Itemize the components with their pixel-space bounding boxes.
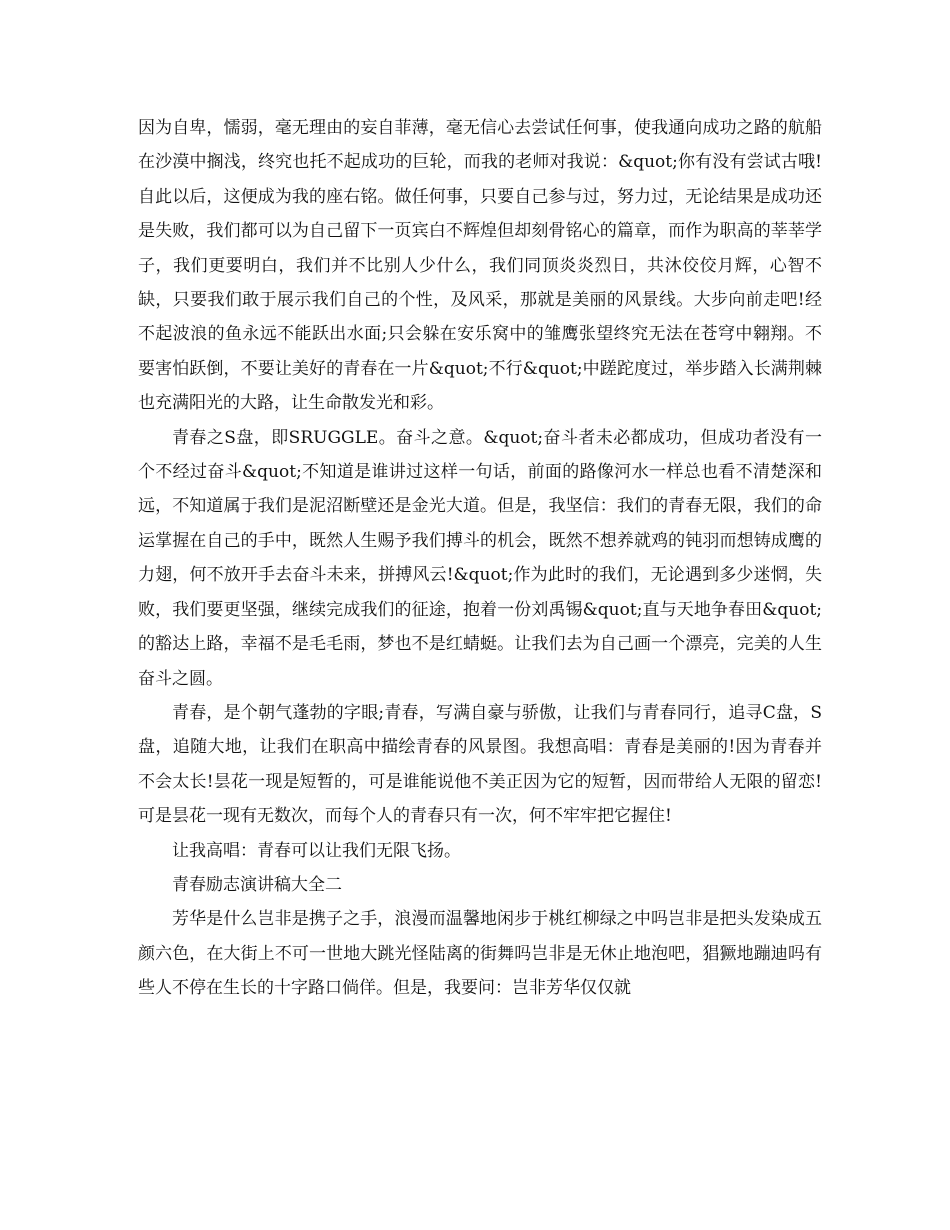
paragraph: 因为自卑，懦弱，毫无理由的妄自菲薄，毫无信心去尝试任何事，使我通向成功之路的航船在沙漠中搁浅，终究也托不起成功的巨轮，而我的老师对我说：&quot;你有没有尝试古哦!自此以后，这便成为我的座右铭。做任何事，只要自己参与过，努力过，无论结果是成功还是失败，我们都可以为自己留下一页宾白不辉煌但却刻骨铭心的篇章，而作为职高的莘莘学子，我们更要明白，我们并不比别人少什么，我们同顶炎炎烈日，共沐佼佼月辉，心智不缺，只要我们敢于展示我们自己的个性，及风采，那就是美丽的风景线。大步向前走吧!经不起波浪的鱼永远不能跃出水面;只会躲在安乐窝中的雏鹰张望终究无法在苍穹中翱翔。不要害怕跃倒，不要让美好的青春在一片&quot;不行&quot;中蹉跎度过，举步踏入长满荆棘也充满阳光的大路，让生命散发光和彩。: [138, 118, 822, 414]
document-body: [138, 111, 822, 1006]
paragraph: 芳华是什么岂非是携子之手，浪漫而温馨地闲步于桃红柳绿之中吗岂非是把头发染成五颜六色，在大街上不可一世地大跳光怪陆离的街舞吗岂非是无休止地泡吧，猖獗地蹦迪吗有些人不停在生长的十字路口倘佯。但是，我要问：岂非芳华仅仅就: [138, 909, 822, 999]
paragraph: 青春之S盘，即SRUGGLE。奋斗之意。&quot;奋斗者未必都成功，但成功者没有一个不经过奋斗&quot;不知道是谁讲过这样一句话，前面的路像河水一样总也看不清楚深和远，不知道属于我们是泥沼断壁还是金光大道。但是，我坚信：我们的青春无限，我们的命运掌握在自己的手中，既然人生赐予我们搏斗的机会，既然不想养就鸡的钝羽而想铸成鹰的力翅，何不放开手去奋斗未来，拼搏风云!&quot;作为此时的我们，无论遇到多少迷惘，失败，我们要更坚强，继续完成我们的征途，抱着一份刘禹锡&quot;直与天地争春田&quot;的豁达上路，幸福不是毛毛雨，梦也不是红蜻蜓。让我们去为自己画一个漂亮，完美的人生奋斗之圆。: [138, 427, 822, 689]
paragraph: 让我高唱：青春可以让我们无限飞扬。: [172, 840, 461, 861]
paragraph: 青春，是个朝气蓬勃的字眼;青春，写满自豪与骄傲，让我们与青春同行，追寻C盘，S盘，追随大地，让我们在职高中描绘青春的风景图。我想高唱：青春是美丽的!因为青春并不会太长!昙花一现是短暂的，可是谁能说他不美正因为它的短暂，因而带给人无限的留恋!可是昙花一现有无数次，而每个人的青春只有一次，何不牢牢把它握住!: [138, 702, 822, 827]
section-heading: 青春励志演讲稿大全二: [172, 874, 342, 895]
